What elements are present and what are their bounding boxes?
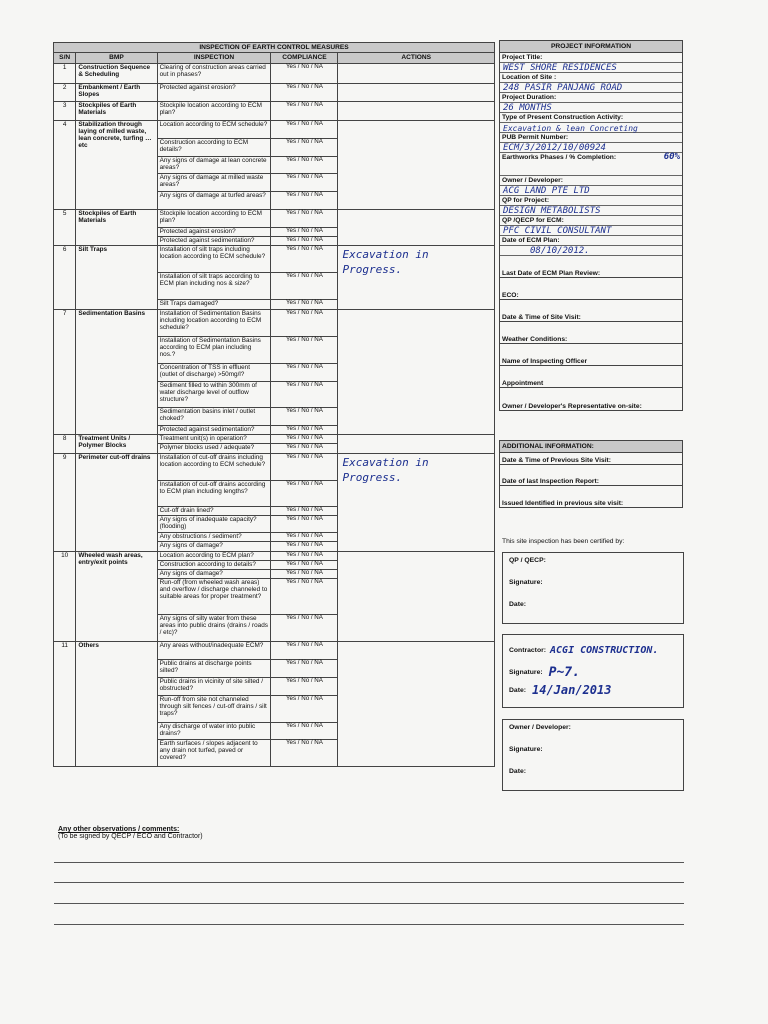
inspection-question: Installation of cut-off drains including location according to ECM schedule?: [157, 453, 271, 480]
qp-signature-label: Signature:: [509, 579, 543, 586]
col-inspection: INSPECTION: [157, 53, 271, 63]
project-title-value: WEST SHORE RESIDENCES: [500, 62, 682, 73]
compliance-options: Yes / No / NA: [271, 722, 338, 739]
actions-cell: [338, 63, 495, 83]
last-report-label: Date of last Inspection Report:: [500, 465, 682, 486]
owner-signature-label: Signature:: [509, 746, 543, 753]
certified-text: This site inspection has been certified by:: [502, 538, 625, 545]
serial-number: 2: [54, 83, 76, 101]
compliance-options: Yes / No / NA: [271, 578, 338, 614]
actions-cell: [338, 434, 495, 453]
bmp-name: Silt Traps: [76, 245, 157, 309]
bmp-name: Stabilization through laying of milled waste, lean concrete, turfing …etc: [76, 120, 157, 209]
inspection-question: Concentration of TSS in effluent (outlet of discharge) >50mg/l?: [157, 363, 271, 381]
inspection-question: Installation of silt traps according to ECM plan including nos & size?: [157, 272, 271, 299]
inspection-question: Any signs of damage?: [157, 569, 271, 578]
actions-cell: [338, 101, 495, 120]
inspection-question: Stockpile location according to ECM plan?: [157, 101, 271, 120]
compliance-options: Yes / No / NA: [271, 63, 338, 83]
earthworks-value: 60%: [663, 152, 680, 162]
compliance-options: Yes / No / NA: [271, 695, 338, 722]
serial-number: 5: [54, 209, 76, 245]
inspection-question: Installation of Sedimentation Basins according to ECM plan including nos.?: [157, 336, 271, 363]
compliance-options: Yes / No / NA: [271, 506, 338, 515]
contractor-date-label: Date:: [509, 686, 526, 694]
inspection-question: Stockpile location according to ECM plan?: [157, 209, 271, 227]
actions-cell: [338, 641, 495, 766]
inspection-question: Run-off (from wheeled wash areas) and overflow / discharge channeled to suitable areas for proper treatment?: [157, 578, 271, 614]
contractor-date-row: [509, 683, 677, 697]
actions-cell: [338, 120, 495, 209]
bmp-name: Embankment / Earth Slopes: [76, 83, 157, 101]
inspection-question: Any signs of damage at turfed areas?: [157, 191, 271, 209]
action-note: Excavation in Progress.: [342, 247, 429, 276]
table-row: [54, 63, 495, 83]
inspection-question: Silt Traps damaged?: [157, 299, 271, 309]
bmp-name: Construction Sequence & Scheduling: [76, 63, 157, 83]
inspection-question: Earth surfaces / slopes adjacent to any drain not turfed, paved or covered?: [157, 739, 271, 766]
inspection-question: Protected against sedimentation?: [157, 236, 271, 245]
compliance-options: Yes / No / NA: [271, 480, 338, 506]
contractor-title: Contractor:: [509, 646, 547, 654]
inspection-question: Sedimentation basins inlet / outlet choked?: [157, 407, 271, 425]
inspection-question: Construction according to details?: [157, 560, 271, 569]
bmp-name: Stockpiles of Earth Materials: [76, 101, 157, 120]
inspection-question: Run-off from site not channeled through silt fences / cut-off drains / silt traps?: [157, 695, 271, 722]
inspection-question: Construction according to ECM details?: [157, 138, 271, 156]
observations-title: Any other observations / comments:: [58, 826, 180, 833]
contractor-signature-box: [502, 634, 684, 708]
ecm-inspection-table: [53, 42, 495, 767]
actions-cell: [338, 453, 495, 551]
contractor-signature-label: Signature:: [509, 668, 543, 676]
inspection-question: Location according to ECM plan?: [157, 551, 271, 560]
inspection-question: Location according to ECM schedule?: [157, 120, 271, 138]
actions-cell: [338, 309, 495, 434]
inspection-question: Any areas without/inadequate ECM?: [157, 641, 271, 659]
comment-line: [54, 862, 684, 863]
table-row: [54, 245, 495, 272]
serial-number: 11: [54, 641, 76, 766]
actions-cell: [338, 209, 495, 245]
inspection-question: Public drains at discharge points silted?: [157, 659, 271, 677]
serial-number: 7: [54, 309, 76, 434]
officer-label: Name of Inspecting Officer: [500, 344, 682, 366]
compliance-options: Yes / No / NA: [271, 156, 338, 173]
last-review-label: Last Date of ECM Plan Review:: [500, 256, 682, 278]
col-compliance: COMPLIANCE: [271, 53, 338, 63]
representative-label: Owner / Developer's Representative on-site:: [502, 403, 642, 410]
bmp-name: Wheeled wash areas, entry/exit points: [76, 551, 157, 641]
contractor-date: 14/Jan/2013: [532, 683, 612, 697]
weather-label: Weather Conditions:: [500, 322, 682, 344]
inspection-question: Cut-off drain lined?: [157, 506, 271, 515]
eco-label: ECO:: [500, 278, 682, 300]
ecm-date-label: Date of ECM Plan:: [502, 237, 560, 244]
actions-cell: [338, 83, 495, 101]
qecp-value: PFC CIVIL CONSULTANT: [500, 225, 682, 236]
compliance-options: Yes / No / NA: [271, 299, 338, 309]
earthworks-label: Earthworks Phases / % Completion:: [502, 154, 617, 161]
earthworks-row: [500, 153, 682, 162]
compliance-options: Yes / No / NA: [271, 614, 338, 641]
inspection-question: Any obstructions / sediment?: [157, 532, 271, 541]
col-bmp: BMP: [76, 53, 157, 63]
table-row: [54, 101, 495, 120]
project-info-header: PROJECT INFORMATION: [500, 41, 682, 53]
compliance-options: Yes / No / NA: [271, 407, 338, 425]
compliance-options: Yes / No / NA: [271, 138, 338, 156]
observations-subtitle: (To be signed by QECP / ECO and Contractor): [58, 833, 203, 840]
serial-number: 8: [54, 434, 76, 453]
inspection-question: Sediment filled to within 300mm of water discharge level of outflow structure?: [157, 381, 271, 407]
compliance-options: Yes / No / NA: [271, 569, 338, 578]
serial-number: 4: [54, 120, 76, 209]
table-row: [54, 309, 495, 336]
table-row: [54, 434, 495, 443]
compliance-options: Yes / No / NA: [271, 425, 338, 434]
table-row: [54, 551, 495, 560]
compliance-options: Yes / No / NA: [271, 739, 338, 766]
duration-label: Project Duration:: [502, 94, 557, 101]
inspection-question: Any signs of damage?: [157, 541, 271, 551]
bmp-name: Treatment Units / Polymer Blocks: [76, 434, 157, 453]
qp-signature-box: [502, 552, 684, 624]
inspection-question: Treatment unit(s) in operation?: [157, 434, 271, 443]
compliance-options: Yes / No / NA: [271, 453, 338, 480]
comment-line: [54, 903, 684, 904]
compliance-options: Yes / No / NA: [271, 336, 338, 363]
compliance-options: Yes / No / NA: [271, 677, 338, 695]
bmp-name: Perimeter cut-off drains: [76, 453, 157, 551]
compliance-options: Yes / No / NA: [271, 245, 338, 272]
contractor-signature: P~7.: [548, 664, 580, 680]
activity-value: Excavation & lean Concreting: [500, 122, 682, 133]
compliance-options: Yes / No / NA: [271, 101, 338, 120]
compliance-options: Yes / No / NA: [271, 541, 338, 551]
table-title: INSPECTION OF EARTH CONTROL MEASURES: [54, 43, 495, 53]
site-visit-label: Date & Time of Site Visit:: [500, 300, 682, 322]
compliance-options: Yes / No / NA: [271, 227, 338, 236]
table-row: [54, 453, 495, 480]
compliance-options: Yes / No / NA: [271, 551, 338, 560]
qp-label: QP for Project:: [502, 197, 550, 204]
compliance-options: Yes / No / NA: [271, 515, 338, 532]
inspection-question: Installation of silt traps including location according to ECM schedule?: [157, 245, 271, 272]
activity-label: Type of Present Construction Activity:: [502, 114, 624, 121]
col-actions: ACTIONS: [338, 53, 495, 63]
compliance-options: Yes / No / NA: [271, 659, 338, 677]
project-title-label: Project Title:: [502, 54, 543, 61]
serial-number: 9: [54, 453, 76, 551]
observations-block: [58, 826, 203, 840]
issues-label: Issued Identified in previous site visit:: [502, 500, 624, 507]
compliance-options: Yes / No / NA: [271, 309, 338, 336]
ecm-date-value: 08/10/2012.: [500, 245, 682, 256]
compliance-options: Yes / No / NA: [271, 443, 338, 453]
inspection-question: Installation of cut-off drains according to ECM plan including lengths?: [157, 480, 271, 506]
appointment-label: Appointment: [500, 366, 682, 388]
owner-label: Owner / Developer:: [502, 177, 563, 184]
table-row: [54, 209, 495, 227]
previous-visit-label: Date & Time of Previous Site Visit:: [500, 453, 682, 465]
inspection-question: Protected against sedimentation?: [157, 425, 271, 434]
contractor-row: [509, 639, 677, 661]
inspection-question: Any signs of damage at lean concrete areas?: [157, 156, 271, 173]
table-row: [54, 83, 495, 101]
serial-number: 6: [54, 245, 76, 309]
compliance-options: Yes / No / NA: [271, 272, 338, 299]
inspection-question: Installation of Sedimentation Basins including location according to ECM schedule?: [157, 309, 271, 336]
comment-line: [54, 924, 684, 925]
contractor-signature-row: [509, 661, 677, 683]
actions-cell: [338, 245, 495, 309]
bmp-name: Others: [76, 641, 157, 766]
pub-permit-label: PUB Permit Number:: [502, 134, 569, 141]
contractor-name: ACGI CONSTRUCTION.: [550, 644, 659, 656]
serial-number: 10: [54, 551, 76, 641]
actions-cell: [338, 551, 495, 641]
additional-information-panel: [499, 440, 683, 508]
compliance-options: Yes / No / NA: [271, 434, 338, 443]
qp-title: QP / QECP:: [509, 557, 546, 564]
location-value: 248 PASIR PANJANG ROAD: [500, 82, 682, 93]
compliance-options: Yes / No / NA: [271, 532, 338, 541]
location-label: Location of Site :: [502, 74, 557, 81]
inspection-question: Protected against erosion?: [157, 227, 271, 236]
additional-header: ADDITIONAL INFORMATION:: [500, 441, 682, 453]
compliance-options: Yes / No / NA: [271, 641, 338, 659]
serial-number: 1: [54, 63, 76, 83]
table-row: [54, 641, 495, 659]
compliance-options: Yes / No / NA: [271, 83, 338, 101]
owner-signature-box: [502, 719, 684, 791]
owner-value: ACG LAND PTE LTD: [500, 185, 682, 196]
compliance-options: Yes / No / NA: [271, 363, 338, 381]
pub-permit-value: ECM/3/2012/10/00924: [500, 142, 682, 153]
inspection-question: Any signs of inadequate capacity? (flooding): [157, 515, 271, 532]
owner-date-label: Date:: [509, 768, 526, 775]
qecp-label: QP /QECP for ECM:: [502, 217, 564, 224]
inspection-question: Polymer blocks used / adequate?: [157, 443, 271, 453]
qp-date-label: Date:: [509, 601, 526, 608]
compliance-options: Yes / No / NA: [271, 236, 338, 245]
comment-line: [54, 882, 684, 883]
col-sn: S/N: [54, 53, 76, 63]
bmp-name: Stockpiles of Earth Materials: [76, 209, 157, 245]
compliance-options: Yes / No / NA: [271, 560, 338, 569]
inspection-question: Any signs of damage at milled waste areas?: [157, 173, 271, 191]
qp-value: DESIGN METABOLISTS: [500, 205, 682, 216]
action-note: Excavation in Progress.: [342, 455, 429, 484]
project-information-panel: [499, 40, 683, 411]
inspection-question: Any signs of silty water from these areas into public drains (drains / roads / etc)?: [157, 614, 271, 641]
inspection-question: Protected against erosion?: [157, 83, 271, 101]
compliance-options: Yes / No / NA: [271, 173, 338, 191]
compliance-options: Yes / No / NA: [271, 191, 338, 209]
compliance-options: Yes / No / NA: [271, 120, 338, 138]
inspection-question: Public drains in vicinity of site silted / obstructed?: [157, 677, 271, 695]
compliance-options: Yes / No / NA: [271, 381, 338, 407]
inspection-question: Clearing of construction areas carried out in phases?: [157, 63, 271, 83]
owner-title: Owner / Developer:: [509, 724, 571, 731]
table-row: [54, 120, 495, 138]
compliance-options: Yes / No / NA: [271, 209, 338, 227]
serial-number: 3: [54, 101, 76, 120]
bmp-name: Sedimentation Basins: [76, 309, 157, 434]
inspection-question: Any discharge of water into public drains?: [157, 722, 271, 739]
duration-value: 26 MONTHS: [500, 102, 682, 113]
